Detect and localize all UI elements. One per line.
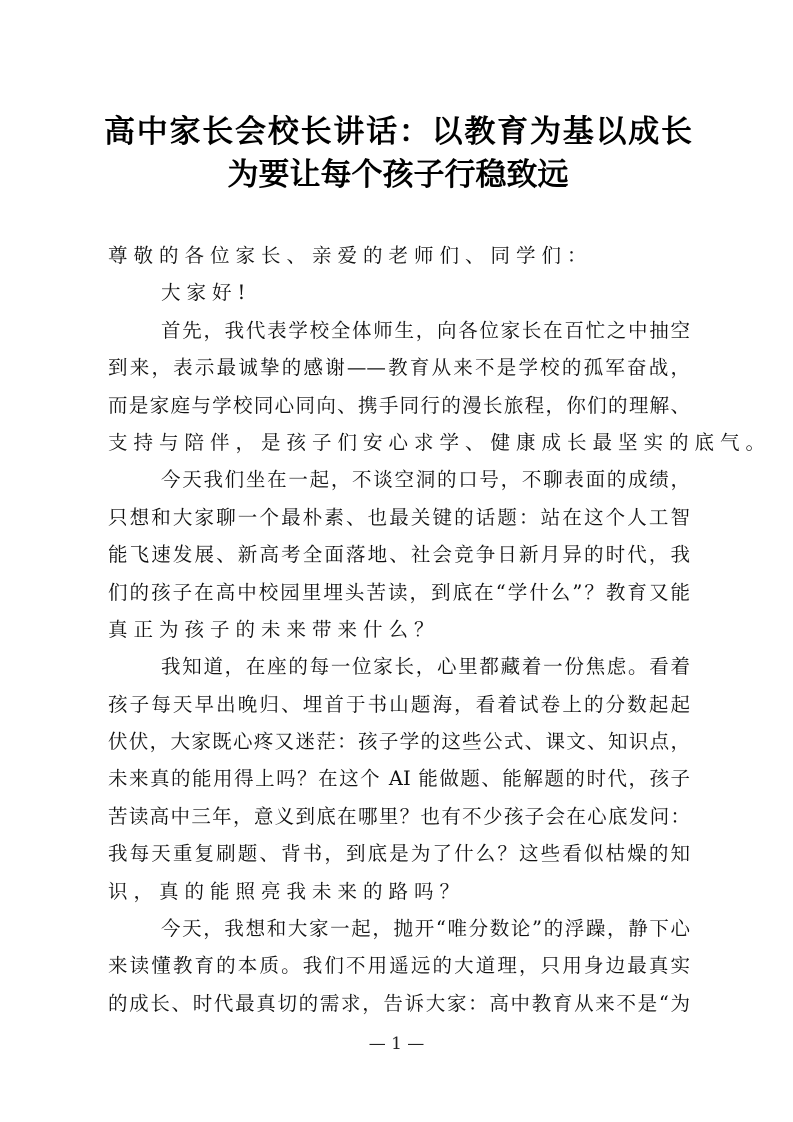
body-text-line: 首先，我代表学校全体师生，向各位家长在百忙之中抽空	[161, 318, 690, 342]
body-text-line: 尊敬的各位家长、亲爱的老师们、同学们：	[108, 244, 593, 267]
title-line-2: 为要让每个孩子行稳致远	[227, 157, 569, 193]
body-text-line: 的成长、时代最真切的需求，告诉大家：高中教育从来不是“为	[108, 991, 690, 1015]
body-text-line: 伏伏，大家既心疼又迷茫：孩子学的这些公式、课文、知识点，	[108, 730, 690, 754]
document-body	[108, 237, 772, 1022]
body-text-line: 只想和大家聊一个最朴素、也最关键的话题：站在这个人工智	[108, 505, 690, 529]
body-text-line: 来读懂教育的本质。我们不用遥远的大道理，只用身边最真实	[108, 954, 690, 978]
body-text-line: 今天，我想和大家一起，抛开“唯分数论”的浮躁，静下心	[161, 917, 690, 941]
body-text-line: 能飞速发展、新高考全面落地、社会竞争日新月异的时代，我	[108, 543, 690, 567]
body-text-line: 未来真的能用得上吗？在这个 AI 能做题、能解题的时代，孩子	[108, 767, 690, 791]
body-text-line: 苦读高中三年，意义到底在哪里？也有不少孩子会在心底发问：	[108, 804, 690, 828]
body-text-line: 我每天重复刷题、背书，到底是为了什么？这些看似枯燥的知	[108, 842, 690, 866]
body-text-line: 今天我们坐在一起，不谈空洞的口号，不聊表面的成绩，	[161, 468, 690, 492]
title-line-1: 高中家长会校长讲话：以教育为基以成长	[104, 114, 692, 150]
body-text-line: 真正为孩子的未来带来什么？	[108, 617, 440, 641]
page-number: — 1 —	[368, 1034, 425, 1054]
body-text-line: 支持与陪伴，是孩子们安心求学、健康成长最坚实的底气。	[108, 430, 772, 454]
body-text-line: 识，真的能照亮我未来的路吗？	[108, 879, 466, 903]
body-text-line: 孩子每天早出晚归、埋首于书山题海，看着试卷上的分数起起	[108, 692, 690, 716]
document-title	[104, 111, 692, 197]
body-text-line: 而是家庭与学校同心同向、携手同行的漫长旅程，你们的理解、	[108, 393, 690, 417]
body-text-line: 大家好!	[161, 281, 252, 305]
body-text-line: 们的孩子在高中校园里埋头苦读，到底在“学什么”？教育又能	[108, 580, 690, 604]
body-text-line: 我知道，在座的每一位家长，心里都藏着一份焦虑。看着	[161, 655, 690, 679]
body-text-line: 到来，表示最诚挚的感谢——教育从来不是学校的孤军奋战，	[108, 356, 690, 380]
